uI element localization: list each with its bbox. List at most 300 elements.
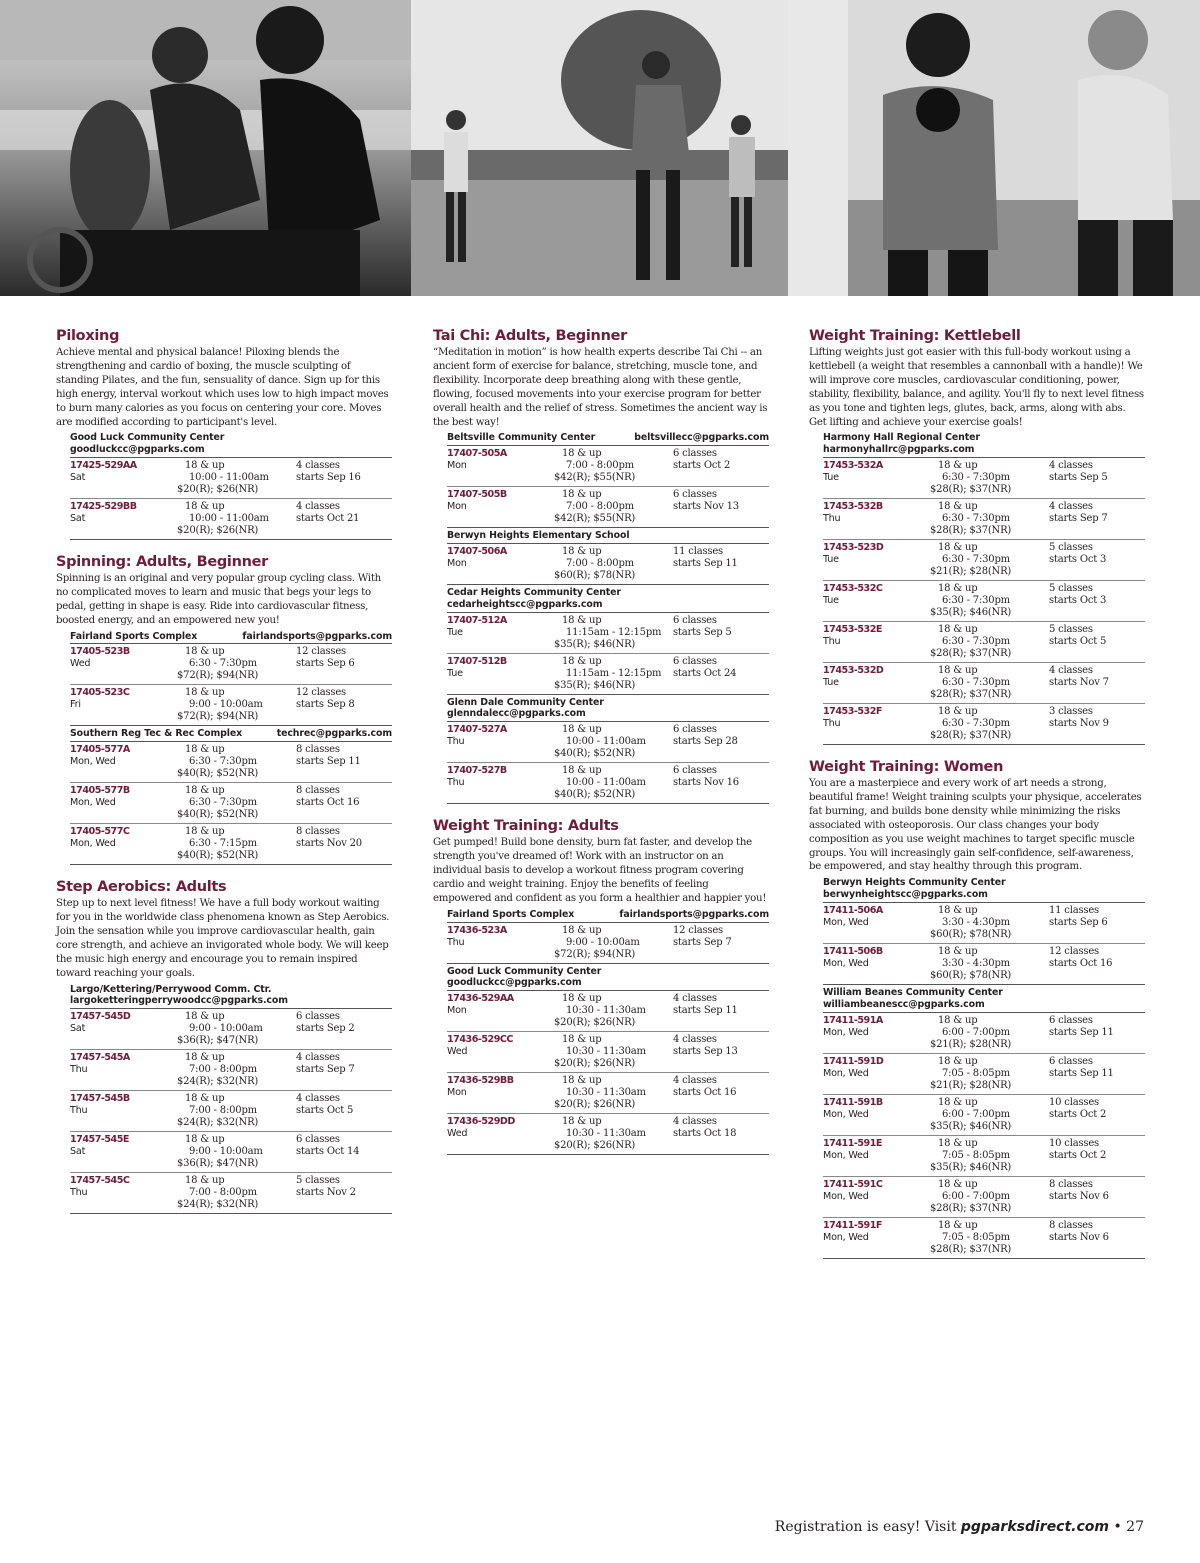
class-row — [447, 1032, 769, 1073]
course-code: 17407-506A — [447, 546, 507, 558]
course-start: starts Oct 21 — [296, 513, 360, 525]
course-classes: 6 classes — [673, 655, 717, 667]
footer-text: Registration is easy! Visit — [774, 1519, 961, 1535]
location-name: Good Luck Community Center — [70, 432, 225, 444]
course-day: Wed — [447, 1046, 468, 1058]
course-start: starts Sep 11 — [673, 558, 738, 570]
class-row — [823, 622, 1145, 663]
course-price: $28(R); $37(NR) — [930, 648, 1012, 660]
course-price: $20(R); $26(NR) — [177, 525, 259, 537]
course-classes: 6 classes — [673, 724, 717, 736]
course-classes: 6 classes — [673, 614, 717, 626]
class-row — [70, 1132, 392, 1173]
course-start: starts Sep 6 — [1049, 916, 1108, 928]
course-age: 18 & up — [938, 583, 978, 595]
course-price: $24(R); $32(NR) — [177, 1117, 259, 1129]
section-description: You are a masterpiece and every work of art needs a strong, beautiful frame! Weight training sculpts your physique, accelerates fat burning, and builds bone density while minimizing the risks associated with osteoporosis. Our class changes your body composition as you use weight machines to target specific muscle groups. You will increasingly gain self-confidence, self-awareness, be empowered, and stay healthy through this program. — [809, 778, 1142, 873]
course-code: 17411-506A — [823, 904, 883, 916]
course-age: 18 & up — [938, 1178, 978, 1190]
course-price: $42(R); $55(NR) — [554, 472, 636, 484]
location-name: Fairland Sports Complex — [70, 630, 198, 642]
location-header — [70, 982, 392, 1010]
course-classes: 8 classes — [296, 785, 340, 797]
course-classes: 8 classes — [296, 744, 340, 756]
course-time: 3:30 - 4:30pm — [942, 916, 1010, 928]
location-email: fairlandsports@pgparks.com — [619, 908, 769, 920]
course-time: 10:30 - 11:30am — [566, 1087, 646, 1099]
course-start: starts Nov 2 — [296, 1187, 356, 1199]
course-age: 18 & up — [562, 993, 602, 1005]
course-classes: 12 classes — [296, 687, 346, 699]
course-start: starts Sep 13 — [673, 1046, 738, 1058]
course-age: 18 & up — [562, 924, 602, 936]
course-start: starts Sep 11 — [1049, 1067, 1114, 1079]
course-day: Thu — [823, 513, 841, 525]
location-email: beltsvillecc@pgparks.com — [634, 432, 769, 444]
course-age: 18 & up — [185, 826, 225, 838]
course-code: 17411-591F — [823, 1219, 882, 1231]
class-table — [70, 629, 392, 866]
course-time: 10:30 - 11:30am — [566, 1046, 646, 1058]
course-start: starts Sep 11 — [296, 756, 361, 768]
course-price: $28(R); $37(NR) — [930, 1202, 1012, 1214]
course-day: Mon, Wed — [823, 916, 869, 928]
course-price: $72(R); $94(NR) — [177, 670, 259, 682]
section-step-aerobics — [56, 879, 392, 1214]
location-header — [447, 695, 769, 723]
course-age: 18 & up — [562, 489, 602, 501]
course-price: $21(R); $28(NR) — [930, 1079, 1012, 1091]
course-price: $28(R); $37(NR) — [930, 484, 1012, 496]
course-time: 7:00 - 8:00pm — [189, 1187, 257, 1199]
class-row — [823, 458, 1145, 499]
location-header — [70, 629, 392, 645]
location-name: Good Luck Community Center — [447, 965, 602, 977]
course-price: $28(R); $37(NR) — [930, 525, 1012, 537]
course-day: Mon, Wed — [823, 957, 869, 969]
course-code: 17411-591E — [823, 1137, 882, 1149]
course-day: Thu — [447, 736, 465, 748]
course-age: 18 & up — [938, 706, 978, 718]
course-age: 18 & up — [938, 904, 978, 916]
course-code: 17436-529BB — [447, 1075, 514, 1087]
course-classes: 4 classes — [673, 1034, 717, 1046]
course-time: 10:00 - 11:00am — [566, 777, 646, 789]
course-start: starts Oct 3 — [1049, 554, 1107, 566]
course-start: starts Sep 6 — [296, 658, 355, 670]
course-code: 17457-545E — [70, 1134, 129, 1146]
course-code: 17436-529DD — [447, 1116, 515, 1128]
course-code: 17453-532A — [823, 460, 883, 472]
class-row — [70, 458, 392, 499]
course-price: $28(R); $37(NR) — [930, 689, 1012, 701]
course-time: 6:30 - 7:15pm — [189, 838, 257, 850]
course-price: $21(R); $28(NR) — [930, 1038, 1012, 1050]
course-code: 17407-527A — [447, 724, 507, 736]
course-time: 6:00 - 7:00pm — [942, 1190, 1010, 1202]
course-start: starts Oct 5 — [1049, 636, 1107, 648]
location-header — [447, 907, 769, 923]
course-start: starts Oct 16 — [673, 1087, 737, 1099]
location-email: techrec@pgparks.com — [276, 728, 392, 740]
course-age: 18 & up — [185, 646, 225, 658]
location-name: Fairland Sports Complex — [447, 908, 575, 920]
class-row — [70, 742, 392, 783]
course-day: Mon — [447, 558, 467, 570]
course-time: 10:30 - 11:30am — [566, 1128, 646, 1140]
section-weight-training-women — [809, 759, 1145, 1259]
course-price: $20(R); $26(NR) — [554, 1017, 636, 1029]
course-day: Thu — [823, 718, 841, 730]
course-price: $60(R); $78(NR) — [930, 928, 1012, 940]
class-row — [70, 499, 392, 540]
location-name: Southern Reg Tec & Rec Complex — [70, 728, 243, 740]
course-start: starts Sep 8 — [296, 699, 355, 711]
course-start: starts Oct 16 — [1049, 957, 1113, 969]
course-age: 18 & up — [562, 1034, 602, 1046]
course-day: Mon, Wed — [823, 1190, 869, 1202]
course-age: 18 & up — [938, 1014, 978, 1026]
course-age: 18 & up — [938, 1055, 978, 1067]
course-day: Thu — [70, 1105, 88, 1117]
course-classes: 5 classes — [296, 1175, 340, 1187]
course-day: Mon, Wed — [823, 1231, 869, 1243]
course-day: Mon, Wed — [70, 838, 116, 850]
course-code: 17405-577A — [70, 744, 130, 756]
class-row — [70, 685, 392, 726]
section-title: Step Aerobics: Adults — [56, 879, 227, 896]
course-time: 6:30 - 7:30pm — [942, 513, 1010, 525]
course-day: Thu — [823, 636, 841, 648]
class-row — [447, 923, 769, 964]
course-day: Tue — [823, 677, 839, 689]
location-header — [70, 430, 392, 458]
course-classes: 4 classes — [673, 1116, 717, 1128]
course-code: 17436-523A — [447, 924, 507, 936]
course-time: 6:30 - 7:30pm — [942, 472, 1010, 484]
course-age: 18 & up — [938, 624, 978, 636]
course-code: 17453-532D — [823, 665, 884, 677]
course-classes: 12 classes — [673, 924, 723, 936]
course-age: 18 & up — [938, 460, 978, 472]
location-header — [823, 875, 1145, 903]
course-code: 17436-529AA — [447, 993, 514, 1005]
course-classes: 4 classes — [1049, 665, 1093, 677]
section-spinning — [56, 554, 392, 865]
course-start: starts Nov 9 — [1049, 718, 1109, 730]
course-price: $60(R); $78(NR) — [554, 570, 636, 582]
location-name: William Beanes Community Center — [823, 986, 1003, 998]
course-time: 7:00 - 8:00pm — [566, 501, 634, 513]
location-header — [447, 964, 769, 992]
course-day: Sat — [70, 513, 86, 525]
course-day: Mon, Wed — [70, 797, 116, 809]
course-day: Thu — [447, 936, 465, 948]
course-day: Tue — [447, 667, 463, 679]
location-name: Harmony Hall Regional Center — [823, 432, 980, 444]
course-day: Sat — [70, 1146, 86, 1158]
course-price: $36(R); $47(NR) — [177, 1158, 259, 1170]
class-table — [447, 907, 769, 1155]
course-classes: 12 classes — [296, 646, 346, 658]
course-start: starts Sep 16 — [296, 472, 361, 484]
course-price: $20(R); $26(NR) — [554, 1099, 636, 1111]
course-day: Wed — [70, 658, 91, 670]
course-code: 17405-523B — [70, 646, 130, 658]
location-email: glenndalecc@pgparks.com — [447, 708, 586, 720]
course-classes: 4 classes — [1049, 501, 1093, 513]
class-row — [823, 704, 1145, 745]
course-start: starts Sep 7 — [296, 1064, 355, 1076]
course-age: 18 & up — [562, 614, 602, 626]
course-age: 18 & up — [185, 1175, 225, 1187]
course-age: 18 & up — [185, 687, 225, 699]
section-description: Get pumped! Build bone density, burn fat faster, and develop the strength you've dreamed of! Work with an instructor on an individual basis to develop a workout fitness program covering cardio and weight training. Enjoy the benefits of feeling empowered and confident as you form a healthier and happier you! — [433, 837, 767, 904]
class-row — [447, 613, 769, 654]
course-classes: 8 classes — [1049, 1219, 1093, 1231]
class-row — [823, 1095, 1145, 1136]
class-table — [70, 430, 392, 540]
class-row — [70, 1173, 392, 1214]
class-row — [447, 763, 769, 804]
location-name: Beltsville Community Center — [447, 432, 596, 444]
location-email: fairlandsports@pgparks.com — [242, 630, 392, 642]
course-classes: 5 classes — [1049, 542, 1093, 554]
section-piloxing — [56, 328, 392, 540]
class-row — [823, 540, 1145, 581]
course-time: 10:00 - 11:00am — [189, 513, 269, 525]
course-classes: 6 classes — [673, 448, 717, 460]
course-time: 6:30 - 7:30pm — [189, 658, 257, 670]
section-description: Step up to next level fitness! We have a full body workout waiting for you in the worldwide class phenomena known as Step Aerobics. Join the sensation while you improve cardiovascular health, gain core strength, and achieve an invigorated whole body. We will keep the music high energy and encourage you to remain inspired toward reaching your goals. — [56, 898, 390, 979]
course-code: 17453-532B — [823, 501, 883, 513]
course-time: 10:00 - 11:00am — [189, 472, 269, 484]
course-code: 17425-529AA — [70, 460, 137, 472]
course-age: 18 & up — [185, 1093, 225, 1105]
course-price: $35(R); $46(NR) — [930, 607, 1012, 619]
course-time: 9:00 - 10:00am — [189, 699, 263, 711]
course-start: starts Sep 11 — [1049, 1026, 1114, 1038]
section-title: Weight Training: Women — [809, 759, 1004, 776]
course-code: 17453-523D — [823, 542, 884, 554]
course-age: 18 & up — [185, 1011, 225, 1023]
class-row — [823, 1218, 1145, 1259]
course-price: $20(R); $26(NR) — [177, 484, 259, 496]
class-row — [70, 1050, 392, 1091]
course-time: 7:00 - 8:00pm — [566, 460, 634, 472]
course-code: 17411-591A — [823, 1014, 883, 1026]
course-start: starts Oct 3 — [1049, 595, 1107, 607]
course-code: 17453-532C — [823, 583, 883, 595]
section-description: Lifting weights just got easier with this full-body workout using a kettlebell (a weight that resembles a cannonball with a handle)! We will improve core muscles, cardiovascular conditioning, power, stability, flexibility, balance, and agility. You'll fly to next level fitness as you tone and tighten legs, glutes, back, arms, along with abs. Get lifting and achieve your exercise goals! — [809, 347, 1144, 428]
class-row — [823, 1136, 1145, 1177]
course-price: $40(R); $52(NR) — [554, 789, 636, 801]
course-classes: 6 classes — [673, 765, 717, 777]
course-price: $72(R); $94(NR) — [554, 948, 636, 960]
location-email: williambeanescc@pgparks.com — [823, 998, 985, 1010]
course-price: $20(R); $26(NR) — [554, 1140, 636, 1152]
course-code: 17411-591C — [823, 1178, 883, 1190]
location-email: largoketteringperrywoodcc@pgparks.com — [70, 995, 288, 1007]
course-day: Sat — [70, 1023, 86, 1035]
course-age: 18 & up — [185, 785, 225, 797]
course-start: starts Oct 2 — [1049, 1149, 1107, 1161]
course-start: starts Oct 16 — [296, 797, 360, 809]
class-row — [447, 1114, 769, 1155]
course-classes: 4 classes — [296, 460, 340, 472]
course-start: starts Oct 14 — [296, 1146, 360, 1158]
location-header — [447, 528, 769, 544]
course-start: starts Nov 6 — [1049, 1231, 1109, 1243]
course-time: 6:00 - 7:00pm — [942, 1108, 1010, 1120]
course-code: 17405-523C — [70, 687, 130, 699]
course-classes: 4 classes — [296, 501, 340, 513]
course-day: Mon — [447, 1005, 467, 1017]
course-age: 18 & up — [185, 1052, 225, 1064]
page-number: 27 — [1126, 1519, 1144, 1535]
course-age: 18 & up — [562, 655, 602, 667]
class-row — [70, 824, 392, 865]
course-start: starts Nov 20 — [296, 838, 362, 850]
course-classes: 4 classes — [296, 1052, 340, 1064]
course-code: 17457-545D — [70, 1011, 131, 1023]
section-description: Spinning is an original and very popular group cycling class. With no complicated moves to learn and music that begs your legs to pedal, getting in shape is easy. Ride into cardiovascular fitness, boosted energy, and an empowered new you! — [56, 573, 381, 626]
location-email: berwynheightscc@pgparks.com — [823, 889, 988, 901]
course-day: Mon — [447, 501, 467, 513]
class-table — [823, 430, 1145, 745]
course-code: 17407-527B — [447, 765, 507, 777]
course-start: starts Nov 6 — [1049, 1190, 1109, 1202]
course-day: Thu — [447, 777, 465, 789]
course-age: 18 & up — [562, 1075, 602, 1087]
page-footer — [775, 1519, 1144, 1535]
course-age: 18 & up — [938, 501, 978, 513]
course-day: Tue — [823, 554, 839, 566]
course-start: starts Oct 5 — [296, 1105, 354, 1117]
location-name: Berwyn Heights Elementary School — [447, 530, 630, 542]
course-price: $35(R); $46(NR) — [554, 679, 636, 691]
class-table — [823, 875, 1145, 1258]
course-start: starts Nov 7 — [1049, 677, 1109, 689]
course-classes: 4 classes — [296, 1093, 340, 1105]
location-header — [823, 985, 1145, 1013]
course-day: Tue — [823, 472, 839, 484]
course-age: 18 & up — [938, 542, 978, 554]
course-time: 9:00 - 10:00am — [566, 936, 640, 948]
outdoor-tai-chi-photo — [411, 0, 788, 296]
course-classes: 6 classes — [296, 1011, 340, 1023]
course-start: starts Nov 13 — [673, 501, 739, 513]
course-classes: 6 classes — [673, 489, 717, 501]
course-classes: 6 classes — [296, 1134, 340, 1146]
footer-separator: • — [1109, 1519, 1127, 1535]
course-price: $40(R); $52(NR) — [554, 748, 636, 760]
course-age: 18 & up — [562, 765, 602, 777]
course-classes: 4 classes — [673, 993, 717, 1005]
course-price: $21(R); $28(NR) — [930, 566, 1012, 578]
course-day: Wed — [447, 1128, 468, 1140]
section-title: Spinning: Adults, Beginner — [56, 554, 269, 571]
course-time: 6:00 - 7:00pm — [942, 1026, 1010, 1038]
course-classes: 6 classes — [1049, 1014, 1093, 1026]
class-row — [447, 654, 769, 695]
course-code: 17407-512A — [447, 614, 507, 626]
course-price: $60(R); $78(NR) — [930, 969, 1012, 981]
course-age: 18 & up — [562, 448, 602, 460]
course-start: starts Sep 11 — [673, 1005, 738, 1017]
class-row — [447, 487, 769, 528]
class-row — [823, 499, 1145, 540]
course-time: 9:00 - 10:00am — [189, 1023, 263, 1035]
location-name: Berwyn Heights Community Center — [823, 877, 1006, 889]
class-row — [70, 1091, 392, 1132]
course-code: 17407-505A — [447, 448, 507, 460]
course-classes: 10 classes — [1049, 1137, 1099, 1149]
course-price: $35(R); $46(NR) — [930, 1161, 1012, 1173]
section-weight-training-adults — [433, 818, 769, 1155]
course-day: Mon, Wed — [70, 756, 116, 768]
course-time: 7:05 - 8:05pm — [942, 1231, 1010, 1243]
course-age: 18 & up — [185, 744, 225, 756]
course-classes: 12 classes — [1049, 945, 1099, 957]
course-classes: 4 classes — [1049, 460, 1093, 472]
course-classes: 8 classes — [296, 826, 340, 838]
course-time: 10:00 - 11:00am — [566, 736, 646, 748]
course-price: $40(R); $52(NR) — [177, 850, 259, 862]
course-age: 18 & up — [185, 501, 225, 513]
course-start: starts Oct 2 — [673, 460, 731, 472]
class-row — [823, 903, 1145, 944]
course-price: $35(R); $46(NR) — [930, 1120, 1012, 1132]
course-age: 18 & up — [938, 665, 978, 677]
course-time: 3:30 - 4:30pm — [942, 957, 1010, 969]
course-time: 11:15am - 12:15pm — [566, 626, 662, 638]
location-header — [447, 430, 769, 446]
course-time: 6:30 - 7:30pm — [189, 756, 257, 768]
class-row — [823, 663, 1145, 704]
course-day: Thu — [70, 1187, 88, 1199]
course-time: 7:05 - 8:05pm — [942, 1067, 1010, 1079]
section-title: Tai Chi: Adults, Beginner — [433, 328, 627, 344]
class-row — [447, 991, 769, 1032]
course-price: $20(R); $26(NR) — [554, 1058, 636, 1070]
course-classes: 8 classes — [1049, 1178, 1093, 1190]
location-name: Glenn Dale Community Center — [447, 696, 604, 708]
course-age: 18 & up — [938, 1096, 978, 1108]
course-day: Mon — [447, 1087, 467, 1099]
course-start: starts Oct 24 — [673, 667, 737, 679]
class-row — [70, 783, 392, 824]
course-price: $35(R); $46(NR) — [554, 638, 636, 650]
course-age: 18 & up — [185, 460, 225, 472]
course-time: 6:30 - 7:30pm — [942, 554, 1010, 566]
course-price: $36(R); $47(NR) — [177, 1035, 259, 1047]
footer-website-link[interactable]: pgparksdirect.com — [960, 1519, 1109, 1535]
course-code: 17405-577C — [70, 826, 130, 838]
course-classes: 3 classes — [1049, 706, 1093, 718]
course-code: 17405-577B — [70, 785, 130, 797]
course-start: starts Sep 5 — [673, 626, 732, 638]
class-table — [447, 430, 769, 804]
course-code: 17407-512B — [447, 655, 507, 667]
class-row — [823, 1054, 1145, 1095]
course-age: 18 & up — [185, 1134, 225, 1146]
course-day: Tue — [823, 595, 839, 607]
course-day: Mon, Wed — [823, 1108, 869, 1120]
course-classes: 6 classes — [1049, 1055, 1093, 1067]
class-row — [447, 544, 769, 585]
kettlebell-photo — [788, 0, 1200, 296]
